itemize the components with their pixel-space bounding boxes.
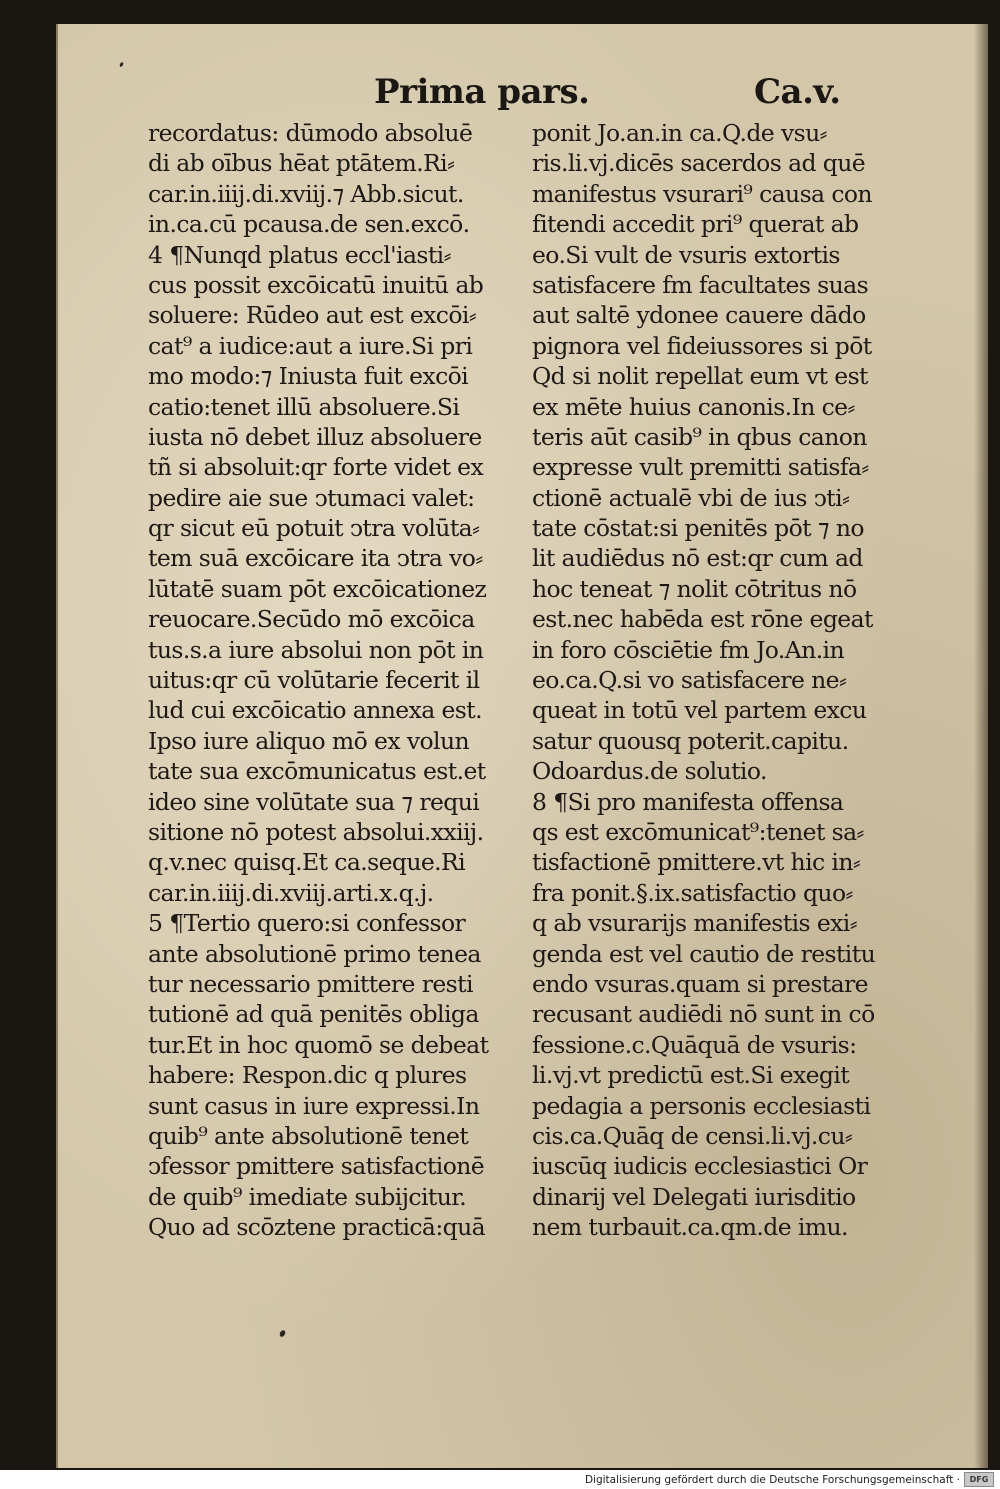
text-line: q.v.nec quisq.Et ca.seque.Ri [148,848,466,877]
running-head-chapter: Ca.v. [754,72,841,112]
text-line: de quib⁹ imediate subijcitur. [148,1182,467,1211]
text-line: ideo sine volūtate sua ⁊ requi [148,787,480,816]
text-line: tur necessario pmittere resti [148,969,473,998]
text-line: eo.ca.Q.si vo satisfacere ne⸗ [532,666,847,695]
text-line: queat in totū vel partem excu [532,696,867,725]
text-line: di ab oībus hēat ptātem.Ri⸗ [148,149,455,178]
running-head [374,70,841,114]
running-head-part: Prima pars. [374,72,590,112]
text-line: Odoardus.de solutio. [532,757,767,786]
right-text-column [532,118,908,1242]
text-line: tate cōstat:si penitēs pōt ⁊ no [532,514,864,543]
text-line: habere: Respon.dic q plures [148,1061,467,1090]
ink-speck [119,62,124,68]
text-line: est.nec habēda est rōne egeat [532,605,873,634]
text-line: ris.li.vj.dicēs sacerdos ad quē [532,149,866,178]
text-line: soluere: Rūdeo aut est excōi⸗ [148,301,477,330]
text-line: q ab vsurarijs manifestis exi⸗ [532,909,857,938]
text-line: mo modo:⁊ Iniusta fuit excōi [148,362,469,391]
text-line: ↄfessor pmittere satisfactionē [148,1152,485,1181]
text-line: iusta nō debet illuz absoluere [148,422,482,451]
text-line: tate sua excōmunicatus est.et [148,757,486,786]
text-line: li.vj.vt predictū est.Si exegit [532,1061,850,1090]
text-line: genda est vel cautio de restitu [532,939,876,968]
text-line: cus possit excōicatū inuitū ab [148,270,484,299]
text-line: pignora vel fideiussores si pōt [532,331,872,360]
text-line: Ipso iure aliquo mō ex volun [148,726,470,755]
text-line: tem suā excōicare ita ↄtra vo⸗ [148,544,483,573]
text-line: 4 ¶Nunqd platus eccl'iasti⸗ [148,240,451,269]
ink-speck [279,1329,287,1338]
text-line: satur quousq poterit.capitu. [532,726,849,755]
text-line: eo.Si vult de vsuris extortis [532,240,840,269]
text-line: expresse vult premitti satisfa⸗ [532,453,869,482]
text-line: in.ca.cū pcausa.de sen.excō. [148,210,470,239]
text-line: lit audiēdus nō est:qr cum ad [532,544,863,573]
text-line: fitendi accedit pri⁹ querat ab [532,210,859,239]
text-line: satisfacere fm facultates suas [532,270,869,299]
text-line: ponit Jo.an.in ca.Q.de vsu⸗ [532,119,827,147]
dfg-logo-icon: DFG [964,1472,994,1487]
text-line: dinarij vel Delegati iurisditio [532,1182,856,1211]
text-line: cis.ca.Quāq de censi.li.vj.cu⸗ [532,1121,853,1150]
text-line: ex mēte huius canonis.In ce⸗ [532,392,855,421]
text-line: reuocare.Secūdo mō excōica [148,605,475,634]
text-line: 8 ¶Si pro manifesta offensa [532,787,844,816]
text-line: in foro cōsciētie fm Jo.An.in [532,635,845,664]
text-line: car.in.iiij.di.xviij.arti.x.q.j. [148,878,434,907]
footer-credit: Digitalisierung gefördert durch die Deutsche Forschungsgemeinschaft · [584,1473,960,1486]
text-line: tñ si absoluit:qr forte videt ex [148,453,484,482]
digitization-footer [0,1470,1000,1489]
text-line: Qd si nolit repellat eum vt est [532,362,868,391]
text-line: teris aūt casib⁹ in qbus canon [532,422,867,451]
text-line: iuscūq iudicis ecclesiastici Or [532,1152,868,1181]
text-line: pedire aie sue ↄtumaci valet: [148,483,475,512]
text-line: 5 ¶Tertio quero:si confessor [148,909,466,938]
text-line: fra ponit.§.ix.satisfactio quo⸗ [532,878,853,907]
text-line: cat⁹ a iudice:aut a iure.Si pri [148,331,473,360]
text-line: nem turbauit.ca.qm.de imu. [532,1213,848,1242]
text-line: qr sicut eū potuit ↄtra volūta⸗ [148,514,480,543]
text-line: catio:tenet illū absoluere.Si [148,392,460,421]
text-line: tisfactionē pmittere.vt hic in⸗ [532,848,861,877]
text-line: sitione nō potest absolui.xxiij. [148,817,484,846]
text-line: ante absolutionē primo tenea [148,939,481,968]
text-line: lūtatē suam pōt excōicationez [148,574,487,603]
text-line: pedagia a personis ecclesiasti [532,1091,871,1120]
text-line: Quo ad scōztene practicā:quā [148,1213,486,1242]
text-line: recordatus: dūmodo absoluē [148,119,473,147]
text-line: ctionē actualē vbi de ius ↄti⸗ [532,483,850,512]
text-line: car.in.iiij.di.xviij.⁊ Abb.sicut. [148,179,464,208]
text-line: hoc teneat ⁊ nolit cōtritus nō [532,574,857,603]
text-line: quib⁹ ante absolutionē tenet [148,1121,469,1150]
left-text-column [148,118,524,1242]
text-line: sunt casus in iure expressi.In [148,1091,480,1120]
text-line: manifestus vsurari⁹ causa con [532,179,872,208]
text-line: qs est excōmunicat⁹:tenet sa⸗ [532,817,864,846]
text-line: tus.s.a iure absolui non pōt in [148,635,484,664]
page-edge-shadow [974,24,988,1468]
text-line: uitus:qr cū volūtarie fecerit il [148,666,480,695]
text-line: lud cui excōicatio annexa est. [148,696,482,725]
text-line: aut saltē ydonee cauere dādo [532,301,866,330]
text-line: fessione.c.Quāquā de vsuris: [532,1030,857,1059]
text-line: tur.Et in hoc quomō se debeat [148,1030,489,1059]
text-line: tutionē ad quā penitēs obliga [148,1000,479,1029]
text-line: recusant audiēdi nō sunt in cō [532,1000,875,1029]
text-line: endo vsuras.quam si prestare [532,969,868,998]
